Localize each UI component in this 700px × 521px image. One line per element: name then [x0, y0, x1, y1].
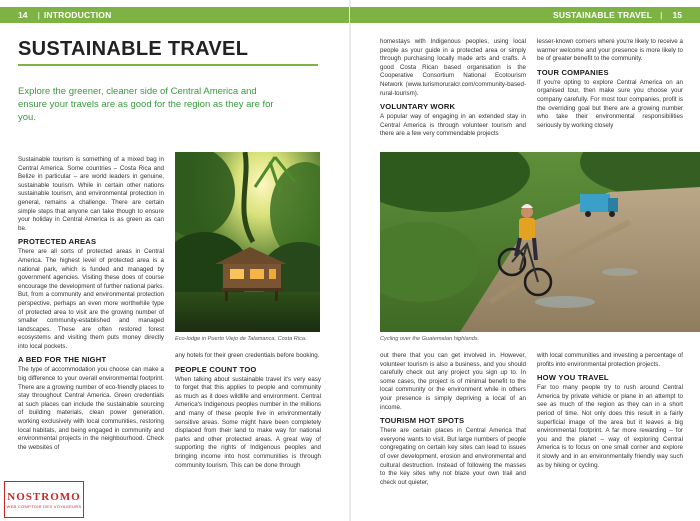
column-4-top: [537, 38, 683, 133]
eco-lodge-caption: Eco-lodge in Puerto Viejo de Talamanca, Costa Rica.: [175, 336, 307, 342]
col2-heading-people: PEOPLE COUNT TOO: [175, 364, 257, 374]
right-section-title: SUSTAINABLE TRAVEL: [552, 10, 653, 20]
cycling-image: [380, 152, 700, 332]
cycling-photo: [380, 152, 700, 332]
col4-top-paragraph-2: If you're opting to explore Central America on an organised tour, then make sure you choose your company carefully. For most tour companies, profit is the overriding goal but there are a growing number who take their environmental responsibilities seriously by working closely: [537, 78, 683, 129]
left-section-title: INTRODUCTION: [43, 10, 112, 20]
eco-lodge-image: [175, 152, 320, 332]
col4-bottom-paragraph-1: with local communities and investing a percentage of profits into environmental protection projects.: [537, 352, 683, 368]
col1-paragraph-3: The type of accommodation you choose can make a big difference to your overall environmental footprint. There are a growing number of eco-friendly places to stay throughout Central America. Green credentials at such places can include the sustainable sourcing of building materials, clean power generation, working exclusively with local communities, restoring local habitats, and being engaged in community and environmental projects in the neighbourhood. Check the websites of: [18, 366, 164, 451]
right-page: [350, 0, 700, 521]
col4-top-paragraph-1: lesser-known corners where you're likely to receive a warmer welcome and your presence is more likely to be of greater benefit to the community.: [537, 38, 683, 63]
header-separator: |: [37, 10, 40, 20]
right-page-number: 15: [672, 10, 682, 20]
column-3-bottom: [380, 352, 526, 490]
col4-heading-how-travel: HOW YOU TRAVEL: [537, 373, 609, 383]
col3-heading-hotspots: TOURISM HOT SPOTS: [380, 416, 465, 426]
cycling-caption: Cycling over the Guatemalan highlands.: [380, 336, 480, 342]
column-1: [18, 156, 164, 455]
nostromo-watermark: [4, 481, 84, 518]
intro-text: Explore the greener, cleaner side of Central America and ensure your travels are as good for the region as they are for you.: [18, 86, 274, 123]
col4-bottom-paragraph-2: Far too many people try to rush around Central America by private vehicle or plane in an attempt to see as much of the region as they can in a short period of time. Not only does this result in a fairly superficial image of the area but it leaves a big environmental footprint. A far more rewarding – for you and the planet – way of exploring Central America is to focus on one small corner and explore it slowly and in an environmentally friendly way such as by hiking or cycling.: [537, 384, 683, 469]
title-rule: [18, 64, 318, 66]
col3-bottom-paragraph-2: There are certain places in Central America that everyone wants to visit. But large numbers of people congregating on certain key sites can lead to issues of over development, erosion and environmental and cultural destruction. Instead of following the masses to the key sites why not blaze your own trail and check out quieter,: [380, 427, 526, 486]
eco-lodge-photo: [175, 152, 320, 332]
col1-heading-bed: A BED FOR THE NIGHT: [18, 355, 107, 365]
watermark-name: NOSTROMO: [7, 490, 81, 503]
col3-top-paragraph-2: A popular way of engaging in an extended stay in Central America is through volunteer tourism and there are a few very commendable projects: [380, 113, 526, 138]
col3-top-paragraph-1: homestays with Indigenous peoples, using local people as your guide in a protected area or simply through purchasing locally made arts and crafts. A good Costa Rican based organisation is the Cooperative Consortium National Ecotourism Network (www.turismoruralcr.com/community-based-rural-tourism).: [380, 38, 526, 97]
header-separator-right: |: [660, 10, 663, 20]
right-header-bar: [350, 7, 700, 23]
column-4-bottom: [537, 352, 683, 473]
left-header-bar: [0, 7, 350, 23]
col3-heading-voluntary: VOLUNTARY WORK: [380, 102, 456, 112]
col1-paragraph-2: There are all sorts of protected areas in Central America. The highest level of protected area is a national park, which is funded and managed by government agencies. Visiting these does of course encourage the development of further national parks. But, from a community and environmental protection perspective, perhaps an even more worthwhile type of protected area to visit are the growing number of smaller community-established and managed landscapes. These are often restored forest ecosystems and visiting them puts money directly into local pockets.: [18, 248, 164, 350]
col1-paragraph-1: Sustainable tourism is something of a mixed bag in Central America. Some countries – Costa Rica and Belize in particular – are world leaders in genuine, sustainable tourism. While in certain other nations sustainable tourism, and environmental protection in general, remains a challenge. There are certain simple steps that anyone can take though to ensure your holiday in Central America is as green as can be.: [18, 156, 164, 232]
left-page-number: 14: [18, 10, 28, 20]
col1-heading-protected-areas: PROTECTED AREAS: [18, 237, 97, 247]
page-title: SUSTAINABLE TRAVEL: [18, 38, 249, 60]
column-3-top: [380, 38, 526, 142]
col4-heading-tour: TOUR COMPANIES: [537, 67, 609, 77]
col3-bottom-paragraph-1: out there that you can get involved in. However, volunteer tourism is also a business, and you should carefully check out any project you sign up to. In some cases, the project is of minimal benefit to the local community or the environment while in others your presence is simply depriving a local of an income.: [380, 352, 526, 411]
col2-paragraph-2: When talking about sustainable travel it's very easy to forget that this applies to people and community as much as it does wildlife and environment. Central America's Indigenous peoples number in the millions and many of these people live in environmentally sensitive areas. Some might have been completely displaced from their land to make way for national parks and other protected areas. A great way of supporting the rights of Indigenous peoples and bringing income into host communities is through community tourism. This can be done through: [175, 375, 321, 469]
col2-paragraph-1: any hotels for their green credentials before booking.: [175, 352, 320, 359]
column-2: [175, 352, 321, 473]
watermark-tagline: WEB COMPTOIR DES VOYAGEURS: [6, 503, 82, 509]
